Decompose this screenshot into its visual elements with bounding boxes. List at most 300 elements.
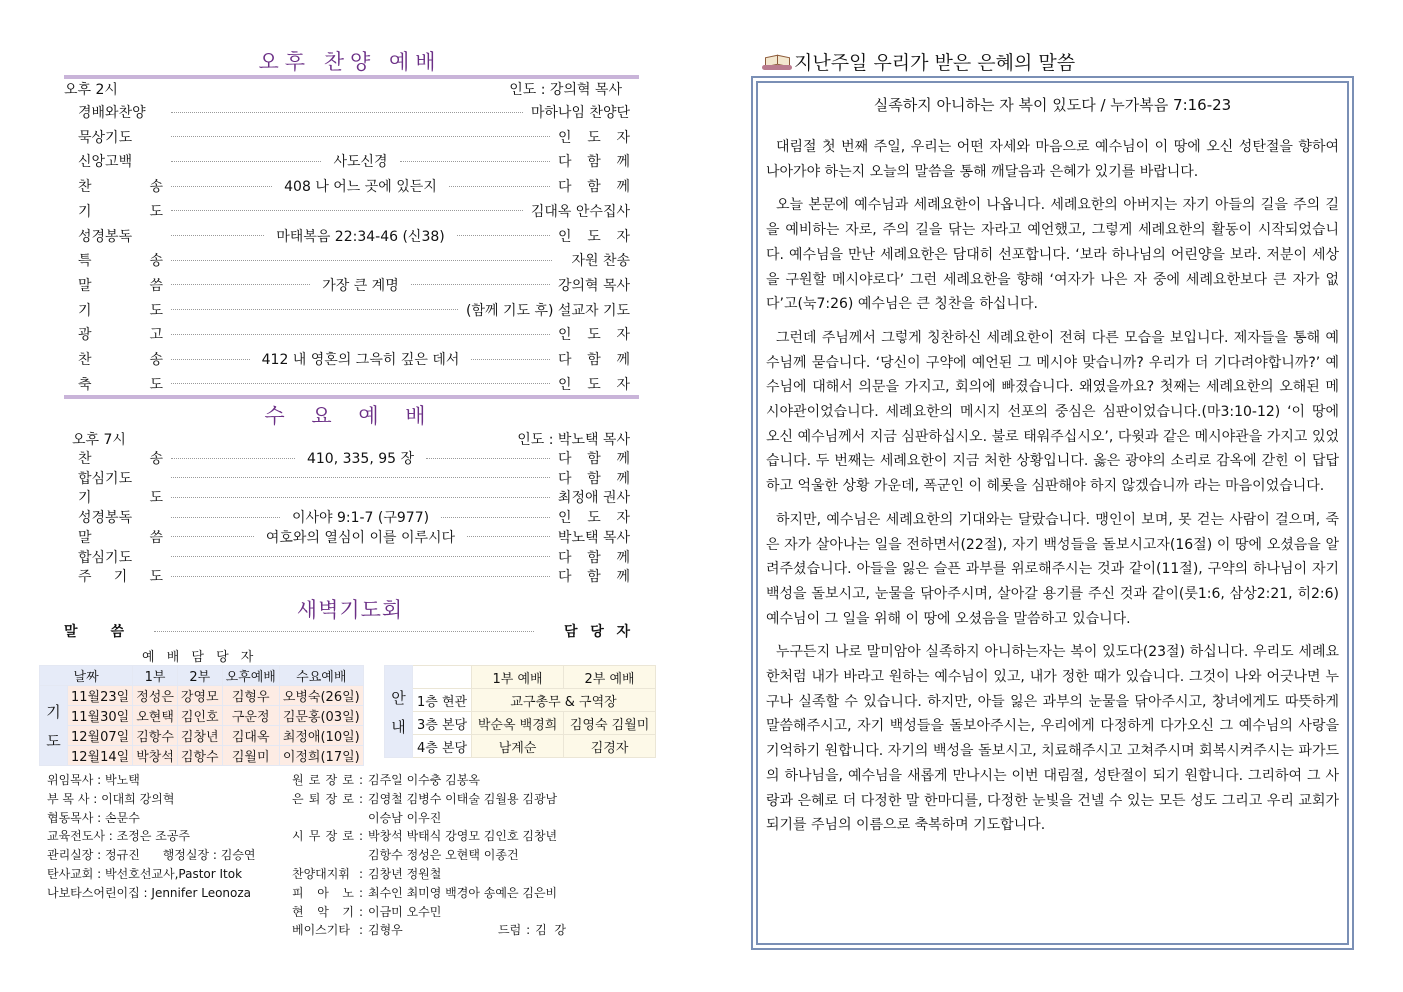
staff-names: 김주일 이수충 김봉옥 [368, 773, 480, 787]
order-item-name [78, 349, 163, 369]
char: 다 [558, 569, 572, 586]
duty-header-row [40, 666, 364, 686]
staff-role [292, 903, 354, 922]
order-item [78, 274, 630, 296]
char: 피 [292, 885, 304, 900]
side-char: 기 [46, 702, 61, 721]
char: 함 [587, 179, 601, 196]
leader-dots [471, 359, 550, 360]
order-item-name [78, 324, 163, 344]
service-time: 오후 2시 [64, 82, 118, 98]
char: 께 [616, 352, 630, 368]
char: 로 [342, 791, 354, 806]
staff-names: 최수인 최미영 백경아 송예은 김은비 [368, 885, 558, 900]
char: 도 [149, 376, 163, 393]
location-cell: 3층 본당 [413, 712, 472, 735]
char: 로 [308, 773, 321, 787]
staff-line: 협동목사 : 손문수 [47, 810, 140, 825]
table-cell: 12월14일 [68, 746, 133, 766]
dawn-prayer-title: 새벽기도회 [296, 598, 404, 622]
staff-line [292, 790, 566, 809]
staff-line: 위임목사 : 박노택 [47, 773, 140, 787]
duty-table [39, 665, 364, 766]
colon: : [358, 791, 364, 806]
char: 도 [587, 327, 601, 344]
staff-names: 김형우 [368, 923, 403, 938]
order-item-content: 410, 335, 95 장 [306, 451, 415, 467]
leader-dots [171, 556, 550, 557]
colon: : [358, 885, 364, 900]
staff-role: 찬양대지휘 [292, 866, 350, 881]
char: 송 [149, 179, 163, 196]
table-cell: 김영숙 김월미 [564, 712, 656, 735]
service-leader: 인도 : 박노택 목사 [517, 432, 630, 448]
afternoon-service-title: 오후 찬양 예배 [258, 50, 442, 74]
table-cell: 김창년 [177, 726, 222, 746]
staff-role [292, 790, 354, 809]
leader-dots [457, 235, 550, 236]
staff-role: 베이스기타 [292, 923, 350, 938]
char: 도 [587, 376, 601, 393]
leader-dots [171, 284, 310, 285]
side-char: 내 [391, 717, 406, 736]
staff-line: 탄사교회 : 박선호선교사,Pastor Itok [47, 866, 243, 881]
char: 현 [292, 904, 304, 919]
char: 도 [587, 510, 601, 527]
side-char: 도 [46, 731, 61, 750]
char: 함 [587, 569, 601, 586]
char: 기 [78, 490, 92, 507]
staff-role [292, 827, 354, 846]
order-item [78, 225, 630, 247]
order-item-name: 성경봉독 [78, 510, 133, 527]
char: 악 [317, 904, 329, 919]
char: 다 [558, 451, 572, 467]
sermon-frame [751, 76, 1354, 950]
char: 께 [616, 451, 631, 467]
order-item [78, 200, 630, 222]
char: 자 [616, 129, 630, 146]
sermon-paragraph: 누구든지 나로 말미암아 실족하지 아니하는자는 복이 있도다(23절) 하십니다. 우리도 세례요한처럼 내가 바라고 원하는 예수님이 있고, 내가 정한 때가 있습니다. 그것이 나와 어긋나면 누구나 실족할 수 있습니다. 하지만, 아들 잃은 과부의 눈물을 닦아주시고, 창녀에게도 따뜻하게 말씀해주시고, 자기 백성들을 돌보아주시는, 우리에게 다정하게 다가오신 그 예수님의 사랑을 기억하기 원합니다. 자기의 백성을 돌보시고, 치료해주시고 고쳐주시며 회복시켜주시는 파가드의 하나님을, 예수님을 새롭게 만나시는 이번 대림절, 성탄절이 되기 원합니다. 그리하여 그 사랑과 은혜로 더 다정한 말 한마디를, 다정한 눈빛을 건넬 수 있는 모든 성도 그리고 우리 교회가 되기를 주님의 이름으로 축복하며 기도합니다. [766, 644, 1339, 834]
table-cell: 김항수 [177, 746, 222, 766]
table-cell: 박순옥 백경희 [472, 712, 564, 735]
leader-dots [171, 536, 254, 537]
guide-side-label [385, 666, 413, 758]
order-item-person: 자원 찬송 [571, 253, 630, 270]
table-row [385, 712, 656, 735]
service-time: 오후 7시 [72, 432, 126, 448]
table-row [40, 746, 364, 766]
char: 함 [587, 451, 601, 467]
colon: : [358, 866, 364, 881]
char: 아 [317, 885, 329, 900]
leader-dots [411, 284, 550, 285]
char: 다 [558, 470, 572, 487]
column-header: 1부 [133, 666, 178, 686]
dawn-prayer-row [64, 621, 630, 641]
char: 인 [558, 129, 572, 146]
table-cell: 박창석 [133, 746, 178, 766]
order-item [78, 373, 630, 395]
service-leader: 인도 : 강의혁 목사 [509, 82, 622, 98]
staff-line: 교육전도사 : 조정은 조공주 [47, 829, 190, 844]
order-item-name: 합심기도 [78, 549, 133, 566]
column-header: 2부 예배 [564, 666, 656, 689]
leader-dots [171, 136, 550, 137]
char: 주 [78, 569, 92, 586]
order-item-name [78, 527, 163, 547]
order-item-name [78, 374, 163, 394]
order-item-person: 최정애 권사 [557, 490, 630, 507]
order-item [78, 101, 630, 123]
table-cell: 오병숙(26일) [279, 686, 363, 706]
colon: : [358, 773, 364, 787]
staff-line [292, 809, 566, 828]
staff-names: 김 강 [535, 923, 567, 938]
staff-line [292, 921, 566, 940]
char: 기 [113, 569, 128, 586]
order-item-content: 412 내 영혼의 그윽히 깊은 데서 [261, 352, 460, 368]
char: 인 [558, 510, 572, 527]
sermon-section-title: 지난주일 우리가 받은 은혜의 말씀 [794, 52, 1076, 74]
leader-dots [171, 477, 550, 478]
location-cell: 1층 현관 [413, 689, 472, 712]
leader-dots [171, 576, 550, 577]
order-item-person [558, 176, 630, 196]
order-item-person [558, 226, 630, 246]
staff-line: 나보타스어린이집 : Jennifer Leonoza [47, 885, 252, 900]
order-item [78, 348, 630, 370]
order-item-name: 성경봉독 [78, 228, 133, 245]
staff-line [292, 865, 566, 884]
sermon-frame-inner [756, 81, 1349, 945]
order-item-name [78, 487, 163, 507]
char: 기 [342, 904, 354, 919]
char: 함 [587, 352, 601, 368]
char: 씀 [149, 277, 163, 294]
table-cell: 김형우 [222, 686, 279, 706]
char: 말 [78, 529, 92, 546]
column-header: 1부 예배 [472, 666, 564, 689]
leader-dots [449, 186, 550, 187]
colon [354, 846, 368, 865]
table-cell: 오현택 [133, 706, 178, 726]
order-item-content: 가장 큰 계명 [322, 277, 399, 294]
char: 인 [558, 376, 572, 393]
leader-dots [171, 309, 458, 310]
char: 도 [149, 569, 163, 586]
char: 다 [558, 154, 572, 171]
table-cell: 강영모 [177, 686, 222, 706]
order-item-person [558, 547, 630, 567]
staff-line [292, 903, 566, 922]
order-item [78, 467, 630, 489]
order-item-name: 신앙고백 [78, 154, 133, 171]
char: 자 [616, 624, 630, 640]
char: 장 [325, 829, 338, 844]
side-char: 안 [391, 688, 406, 707]
order-item-name [78, 448, 163, 468]
char: 인 [558, 228, 572, 245]
dawn-word-label [64, 621, 124, 641]
leader-dots [426, 458, 550, 459]
order-item-person: 마하나임 찬양단 [530, 105, 630, 121]
leader-dots [171, 235, 264, 236]
colon: : [358, 923, 364, 938]
location-cell: 4층 본당 [413, 735, 472, 758]
order-item-content: 여호와의 열심이 이를 이루시다 [265, 529, 456, 546]
order-item-person [558, 349, 630, 369]
staff-names: 이금미 오수민 [368, 904, 442, 919]
table-cell: 김항수 [133, 726, 178, 746]
char: 함 [587, 470, 601, 487]
leader-dots [467, 536, 550, 537]
order-item [78, 565, 630, 587]
char: 원 [292, 773, 304, 787]
leader-dots [171, 458, 295, 459]
char: 찬 [78, 352, 92, 368]
order-item [78, 323, 630, 345]
char: 기 [78, 302, 92, 319]
order-item-content: 사도신경 [333, 154, 388, 171]
char: 노 [342, 885, 354, 900]
char: 송 [149, 352, 163, 368]
order-item-person [558, 448, 630, 468]
char: 자 [616, 376, 630, 393]
colon [354, 809, 368, 828]
order-item-person [558, 324, 630, 344]
char: 시 [292, 829, 304, 844]
staff-line [292, 827, 566, 846]
staff-line [292, 771, 566, 790]
leader-dots [441, 517, 550, 518]
char: 자 [616, 228, 631, 245]
table-cell: 11월30일 [68, 706, 133, 726]
staff-names: 김창년 정원철 [368, 866, 442, 881]
char: 자 [616, 510, 631, 527]
table-row [385, 735, 656, 758]
char: 기 [78, 203, 92, 220]
staff-role [292, 846, 354, 865]
char: 께 [616, 569, 630, 586]
order-item-person: 박노택 목사 [557, 529, 630, 546]
leader-dots [171, 359, 250, 360]
order-item-name: 묵상기도 [78, 129, 133, 146]
leader-dots [400, 161, 550, 162]
char: 당 [590, 624, 604, 640]
sermon-paragraph: 하지만, 예수님은 세례요한의 기대와는 달랐습니다. 맹인이 보며, 못 걷는 사람이 걸으며, 죽은 자가 살아나는 일을 전하면서(22절), 자기 백성들을 돌보시고자(16절) 이 땅에 오셨음을 알려주셨습니다. 아들을 잃은 슬픈 과부를 위로해주시는 것과 같이(11절), 구약의 하나님이 자기 백성을 돌보시고, 눈물을 닦아주시며, 살아갈 용기를 주신 것과 같이(룻1:6, 삼상2:21, 히2:6) 예수님이 그 일을 위해 이 땅에 오셨음을 말씀하고 있습니다. [766, 511, 1339, 627]
column-header: 날짜 [40, 666, 133, 686]
order-item [78, 526, 630, 548]
char: 께 [616, 549, 630, 566]
char: 인 [558, 327, 572, 344]
duty-table-caption: 예 배 담 당 자 [142, 650, 258, 665]
table-cell: 김대옥 [222, 726, 279, 746]
order-item-person [558, 566, 630, 586]
order-item [78, 486, 630, 508]
leader-dots [171, 383, 550, 384]
dawn-person-label [564, 621, 630, 641]
order-item-name [78, 275, 163, 295]
char: 찬 [78, 179, 92, 196]
char: 담 [564, 624, 578, 640]
table-cell: 정성은 [133, 686, 178, 706]
order-item-name [78, 176, 163, 196]
open-book-icon [762, 52, 792, 72]
table-cell: 이정희(17일) [279, 746, 363, 766]
char: 다 [558, 179, 572, 196]
char: 퇴 [308, 791, 321, 806]
leader-dots [171, 186, 272, 187]
char: 광 [78, 327, 92, 344]
staff-role [292, 809, 354, 828]
staff-names: 김항수 정성은 오현택 이종건 [368, 848, 519, 863]
sermon-paragraph: 대림절 첫 번째 주일, 우리는 어떤 자세와 마음으로 예수님이 이 땅에 오신 성탄절을 향하여 나아가야 하는지 오늘의 말씀을 통해 깨달음과 은혜가 있기를 바랍니다. [766, 139, 1339, 180]
order-item [78, 447, 630, 469]
char: 함 [587, 549, 601, 566]
sermon-paragraph: 오늘 본문에 예수님과 세례요한이 나옵니다. 세례요한의 아버지는 자기 아들의 길을 주의 길을 예비하는 자로, 주의 길을 닦는 자라고 예언했고, 그렇게 세례요한의 활동이 시작되었습니다. 예수님을 만난 세례요한은 담대히 선포합니다. ‘보라 하나님의 어린양을 보라. 저분이 세상을 구원할 메시야로다’ 그런 세례요한을 향해 ‘여자가 나은 자 중에 세례요한보다 큰 자가 없다’고(눅7:26) 예수님은 큰 칭찬을 하십니다. [766, 197, 1339, 313]
order-item-person: (함께 기도 후) 설교자 기도 [466, 302, 630, 319]
table-cell: 11월23일 [68, 686, 133, 706]
order-item-person [558, 127, 630, 147]
staff-role [292, 884, 354, 903]
wednesday-service-title: 수 요 예 배 [264, 404, 436, 428]
order-item-person [558, 151, 630, 171]
char: 은 [292, 791, 304, 806]
char: 찬 [78, 451, 92, 467]
order-item [78, 299, 630, 321]
char: 도 [149, 490, 163, 507]
order-item [78, 175, 630, 197]
leader-dots [154, 631, 534, 632]
column-header: 2부 [177, 666, 222, 686]
char: 특 [78, 253, 92, 270]
staff-role [292, 771, 354, 790]
table-row [40, 706, 364, 726]
sermon-section-header [762, 48, 1075, 75]
order-item [78, 506, 630, 528]
staff-names: 김영철 김병수 이태술 김월용 김광남 [368, 791, 558, 806]
sermon-body [766, 135, 1339, 847]
order-item-person [558, 507, 630, 527]
leader-dots [171, 517, 280, 518]
table-cell: 남계순 [472, 735, 564, 758]
char: 말 [78, 277, 92, 294]
table-cell: 최정애(10일) [279, 726, 363, 746]
wednesday-service-header [72, 429, 630, 449]
char: 도 [149, 203, 163, 220]
order-item-name: 경배와찬양 [78, 105, 146, 121]
char: 로 [342, 773, 354, 787]
leader-dots [171, 497, 550, 498]
leader-dots [171, 161, 321, 162]
table-row [40, 726, 364, 746]
table-cell: 김월미 [222, 746, 279, 766]
char: 장 [325, 791, 338, 806]
char: 자 [616, 327, 630, 344]
leader-dots [171, 112, 523, 113]
divider [64, 395, 639, 399]
table-row [40, 686, 364, 706]
afternoon-service-header [64, 79, 630, 99]
sermon-paragraph: 그런데 주님께서 그렇게 칭찬하신 세례요한이 전혀 다른 모습을 보입니다. 제자들을 통해 예수님께 묻습니다. ‘당신이 구약에 예언된 그 메시야 맞습니까? 우리가 더 기다려야합니까?’ 예수님에 대해서 의문을 가지고, 회의에 빠졌습니다. 왜였을까요? 첫째는 세례요한의 오해된 메시야관이었습니다. 세례요한의 메시지 선포의 중심은 심판이었습니다.(마3:10-12) ‘이 땅에 오신 예수님께서 지금 심판하십시오. 불로 태워주십시오’, 다윗과 같은 메시야관을 가지고 있었습니다. 두 번째는 세례요한이 지금 처한 상황입니다. 옳은 광야의 소리로 감옥에 갇힌 이 답답하고 억울한 상황 가운데, 폭군인 이 헤롯을 심판해야 하지 않겠습니까 라는 마음이었습니다. [766, 329, 1339, 495]
colon: : [526, 923, 531, 938]
order-item-person: 강의혁 목사 [557, 277, 631, 294]
column-header [413, 666, 472, 689]
char: 송 [149, 451, 163, 467]
duty-side-label [40, 686, 68, 766]
order-item-name [78, 201, 163, 221]
order-item-person: 김대옥 안수집사 [530, 203, 630, 220]
char: 장 [325, 773, 338, 787]
staff-line [292, 846, 566, 865]
table-cell: 교구총무 & 구역장 [472, 689, 656, 712]
char: 씀 [149, 529, 163, 546]
sermon-title: 실족하지 아니하는 자 복이 있도다 / 누가복음 7:16-23 [873, 96, 1232, 114]
table-cell: 김문홍(03일) [279, 706, 363, 726]
staff-role: 드럼 [498, 923, 522, 938]
order-item-name [78, 566, 163, 586]
char: 축 [78, 376, 92, 393]
guide-header-row [385, 666, 656, 689]
char: 도 [149, 302, 163, 319]
char: 말 [64, 624, 78, 640]
char: 송 [149, 253, 163, 270]
column-header: 오후예배 [222, 666, 279, 686]
order-item-person [558, 468, 630, 488]
leader-dots [171, 260, 552, 261]
char: 고 [149, 327, 163, 344]
staff-names: 박창석 박태식 강영모 김인호 김창년 [368, 829, 558, 844]
table-cell: 김경자 [564, 735, 656, 758]
order-item-content: 이사야 9:1-7 (구977) [291, 510, 430, 527]
staff-line: 부 목 사 : 이대희 강의혁 [47, 791, 175, 806]
colon: : [358, 904, 364, 919]
char: 께 [616, 470, 630, 487]
colon: : [358, 829, 364, 844]
char: 로 [342, 829, 354, 844]
order-item-name [78, 250, 163, 270]
char: 께 [616, 154, 631, 171]
order-item-name: 합심기도 [78, 470, 133, 487]
order-item-content: 408 나 어느 곳에 있든지 [284, 179, 437, 196]
char: 함 [587, 154, 601, 171]
leader-dots [171, 334, 550, 335]
table-cell: 구운정 [222, 706, 279, 726]
char: 도 [587, 129, 601, 146]
char: 씀 [110, 624, 124, 640]
order-item [78, 150, 630, 172]
column-header: 수요예배 [279, 666, 363, 686]
leader-dots [171, 210, 523, 211]
staff-list-right [292, 771, 566, 940]
staff-list-left [47, 771, 256, 903]
char: 다 [558, 549, 572, 566]
order-item-name [78, 300, 163, 320]
char: 께 [616, 179, 630, 196]
table-cell: 12월07일 [68, 726, 133, 746]
table-cell: 김인호 [177, 706, 222, 726]
char: 다 [558, 352, 572, 368]
staff-line [292, 884, 566, 903]
order-item [78, 249, 630, 271]
table-row [385, 689, 656, 712]
order-item [78, 546, 630, 568]
order-item-person [558, 374, 630, 394]
order-item [78, 126, 630, 148]
char: 도 [587, 228, 601, 245]
staff-names: 이승남 이우진 [368, 810, 442, 825]
